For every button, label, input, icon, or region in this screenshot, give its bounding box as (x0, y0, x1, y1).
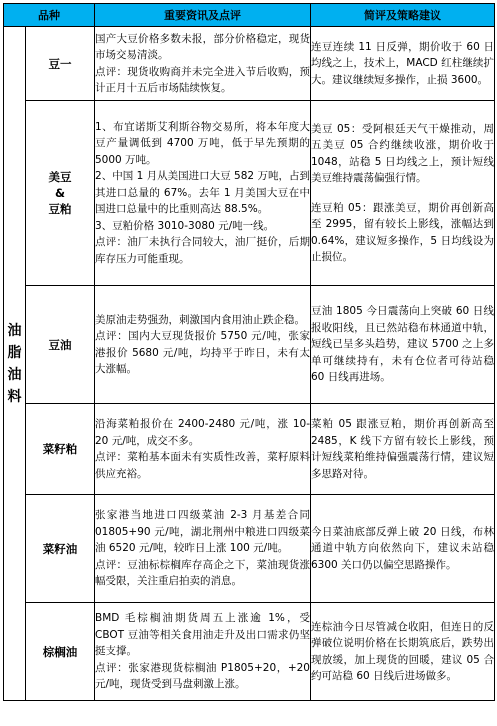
news-cell: 沿海菜粕报价在 2400-2480 元/吨，涨 10-20 元/吨，成交不多。 点评：菜粕基本面未有实质性改善，菜籽原料供应充裕。 (95, 404, 311, 495)
category-char: 料 (7, 388, 22, 405)
news-cell: BMD 毛棕榈油期货周五上涨逾 1%，受 CBOT 豆油等相关食用油走升及出口需求仍坚挺支撑。 点评：张家港现货棕榈油 P1805+20，+20 元/吨，现货受到马盘刺激上涨。 (95, 603, 311, 701)
strategy-cell: 连棕油今日尽管减仓收阳，但连日的反弹破位说明价格在长期筑底后，跌势出现放缓，加上现货的回暖，建议 05 合约可站稳 60 日线后进场做多。 (311, 603, 495, 701)
header-news: 重要资讯及点评 (95, 4, 311, 27)
product-name: 棕榈油 (26, 603, 95, 701)
product-name: 美豆 & 豆粕 (26, 101, 95, 286)
strategy-cell: 美豆 05：受阿根廷天气干燥推动，周五美豆 05 合约继续收涨，期价收于 1048，站稳 5 日均线之上，预计短线美豆维持震荡偏强行情。 连豆粕 05：跟涨美豆，期价再创新高至 2995，留有较长上影线，涨幅达到 0.64%，建议短多操作，5 日均线设为止损位。 (311, 101, 495, 286)
news-cell: 美原油走势强劲，刺激国内食用油止跌企稳。 点评：国内大豆现货报价 5750 元/吨，张家港报价 5680 元/吨，均持平于昨日，未有太大涨幅。 (95, 286, 311, 404)
strategy-cell: 连豆连续 11 日反弹，期价收于 60 日均线之上，技术上，MACD 红柱继续扩大。建议继续短多操作，止损 3600。 (311, 27, 495, 101)
table-header-row (4, 4, 495, 27)
table-row (4, 404, 495, 495)
header-product: 品种 (4, 4, 95, 27)
table-row (4, 603, 495, 701)
strategy-report-table (3, 3, 495, 701)
category-char: 脂 (7, 344, 22, 361)
category-char: 油 (7, 322, 22, 339)
category-char: 油 (7, 366, 22, 383)
product-name: 豆油 (26, 286, 95, 404)
table-row (4, 286, 495, 404)
product-name: 豆一 (26, 27, 95, 101)
news-cell: 1、布宜诺斯艾利斯谷物交易所，将本年度大豆产量调低到 4700 万吨，低于早先预期的 5000 万吨。 2、中国 1 月从美国进口大豆 582 万吨，占到其进口总量的 67%。去年 1 月美国大豆在中国进口总量中的比重则高达 88.5%。 3、豆粕价格 3010-3080 元/吨一线。 点评：油厂未执行合同较大，油厂挺价，后期库存压力可能重现。 (95, 101, 311, 286)
table-row (4, 27, 495, 101)
news-cell: 国产大豆价格多数未报，部分价格稳定，现货市场交易清淡。 点评：现货收购商并未完全进入节后收购，预计正月十五后市场陆续恢复。 (95, 27, 311, 101)
strategy-cell: 菜粕 05 跟涨豆粕，期价再创新高至 2485，K 线下方留有较长上影线，预计短线菜粕维持偏强震荡行情，建议短多思路对待。 (311, 404, 495, 495)
product-name: 菜籽油 (26, 495, 95, 603)
strategy-cell: 今日菜油底部反弹上破 20 日线，布林通道中轨方向依然向下，建议未站稳 6300 关口仍以偏空思路操作。 (311, 495, 495, 603)
strategy-cell: 豆油 1805 今日震荡向上突破 60 日线报收阳线，且已然站稳布林通道中轨，短线已呈多头趋势，建议 5700 之上多单可继续持有，未有仓位者可待站稳 60 日线再进场。 (311, 286, 495, 404)
table-row (4, 101, 495, 286)
header-strategy: 简评及策略建议 (311, 4, 495, 27)
category-cell (4, 27, 26, 701)
table-row (4, 495, 495, 603)
product-name: 菜籽粕 (26, 404, 95, 495)
news-cell: 张家港当地进口四级菜油 2-3 月基差合同 01805+90 元/吨，湖北荆州中粮进口四级菜油 6520 元/吨，较昨日上涨 100 元/吨。 点评：豆油标棕榈库存高企之下，菜油现货涨幅受限，关注重启拍卖的消息。 (95, 495, 311, 603)
